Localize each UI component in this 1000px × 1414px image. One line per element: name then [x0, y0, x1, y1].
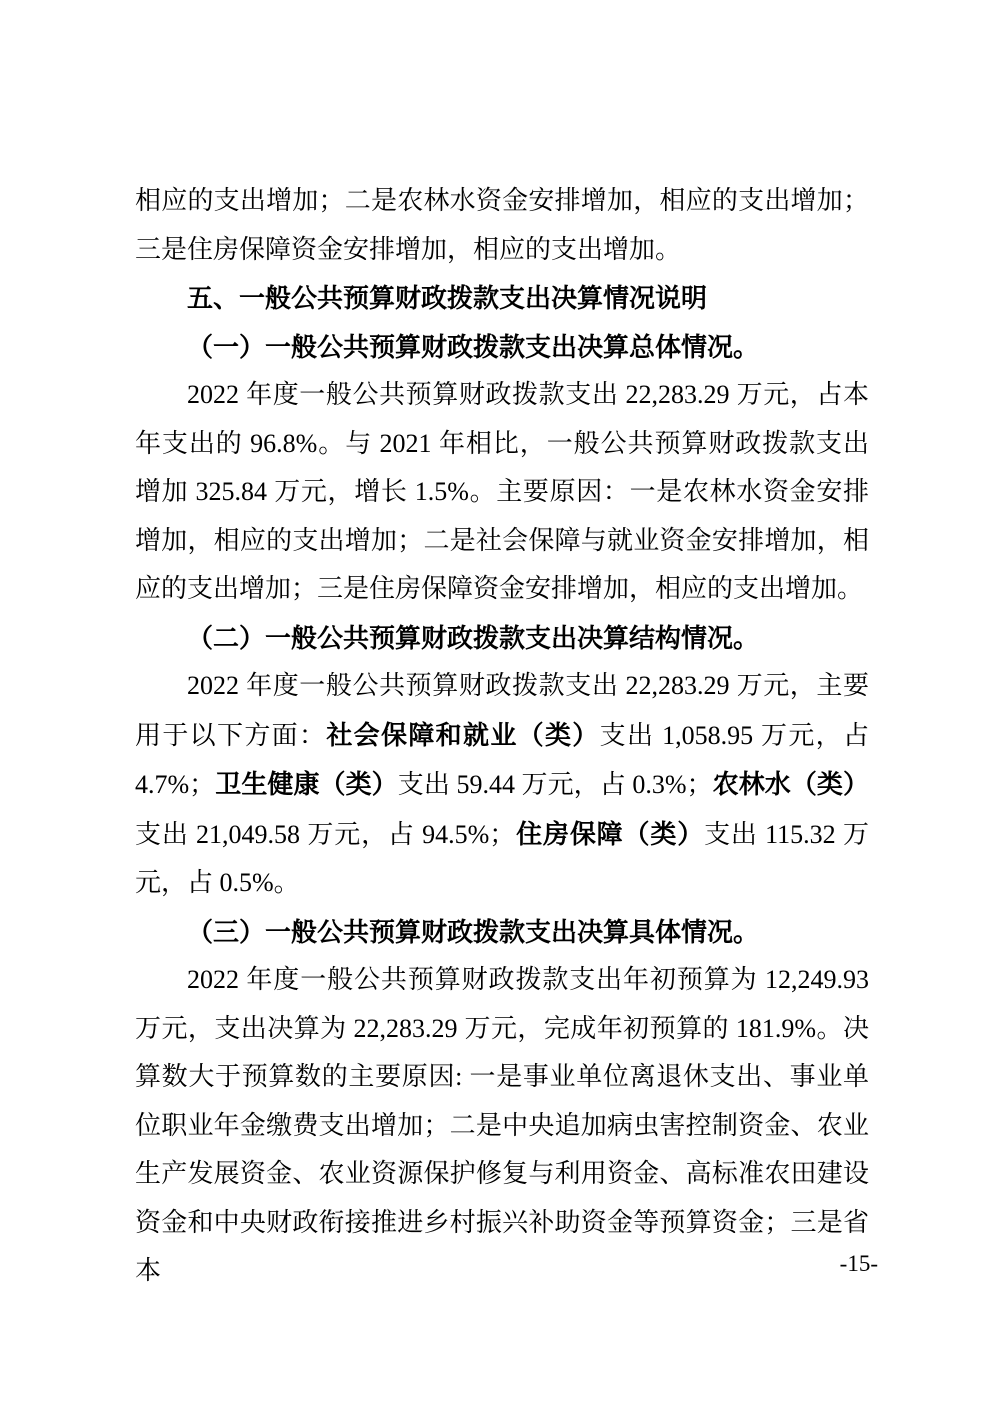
heading-section-5: [135, 274, 869, 323]
heading-subsection-3: [135, 908, 869, 957]
text-run: （一）一般公共预算财政拨款支出决算总体情况。: [187, 331, 760, 362]
text-run: （三）一般公共预算财政拨款支出决算具体情况。: [187, 916, 760, 947]
text-run: 支出 21,049.58 万元，占 94.5%；: [135, 819, 516, 849]
paragraph-structure-situation: [135, 662, 869, 908]
text-run: 五、一般公共预算财政拨款支出决算情况说明: [187, 283, 708, 313]
paragraph-overall-situation: [135, 371, 869, 614]
paragraph-specific-situation: [135, 956, 869, 1296]
text-run: 相应的支出增加；二是农林水资金安排增加，相应的支出增加；三是住房保障资金安排增加，相应的支出增加。: [135, 186, 869, 264]
text-run: 支出 59.44 万元，占 0.3%；: [397, 770, 713, 799]
text-run: 2022 年度一般公共预算财政拨款支出 22,283.29 万元，主要用于以下方面：: [135, 671, 869, 750]
text-run: 2022 年度一般公共预算财政拨款支出年初预算为 12,249.93 万元，支出决算为 22,283.29 万元，完成年初预算的 181.9%。决算数大于预算数的主要原因: 一是事业单位离退休支出、事业单位职业年金缴费支出增加；二是中央追加病虫害控制资金、农业生产发展资金、农业资源保护修复与利用资金、高标准农田建设资金和中央财政衔接推进乡村振兴补助资金等预算资金；三是省本: [135, 965, 869, 1285]
text-run: 支出 115.32 万元，占 0.5%。: [135, 819, 869, 897]
text-run: 社会保障和就业（类）: [326, 719, 600, 750]
text-run: 2022 年度一般公共预算财政拨款支出 22,283.29 万元，占本年支出的 96.8%。与 2021 年相比，一般公共预算财政拨款支出增加 325.84 万元，增长 1.5%。主要原因：一是农林水资金安排增加，相应的支出增加；二是社会保障与就业资金安排增加，相应的支出增加；三是住房保障资金安排增加，相应的支出增加。: [135, 380, 869, 603]
paragraph-continuation: [135, 177, 869, 274]
text-run: 住房保障（类）: [515, 818, 705, 849]
heading-subsection-2: [135, 614, 869, 663]
page-number: -15-: [839, 1251, 878, 1276]
heading-subsection-1: [135, 323, 869, 372]
text-run: 支出 1,058.95 万元，占 4.7%；: [135, 720, 869, 799]
text-run: （二）一般公共预算财政拨款支出决算结构情况。: [187, 622, 760, 653]
document-body: [135, 177, 869, 1296]
text-run: 卫生健康（类）: [215, 769, 398, 799]
text-run: 农林水（类）: [712, 769, 869, 799]
